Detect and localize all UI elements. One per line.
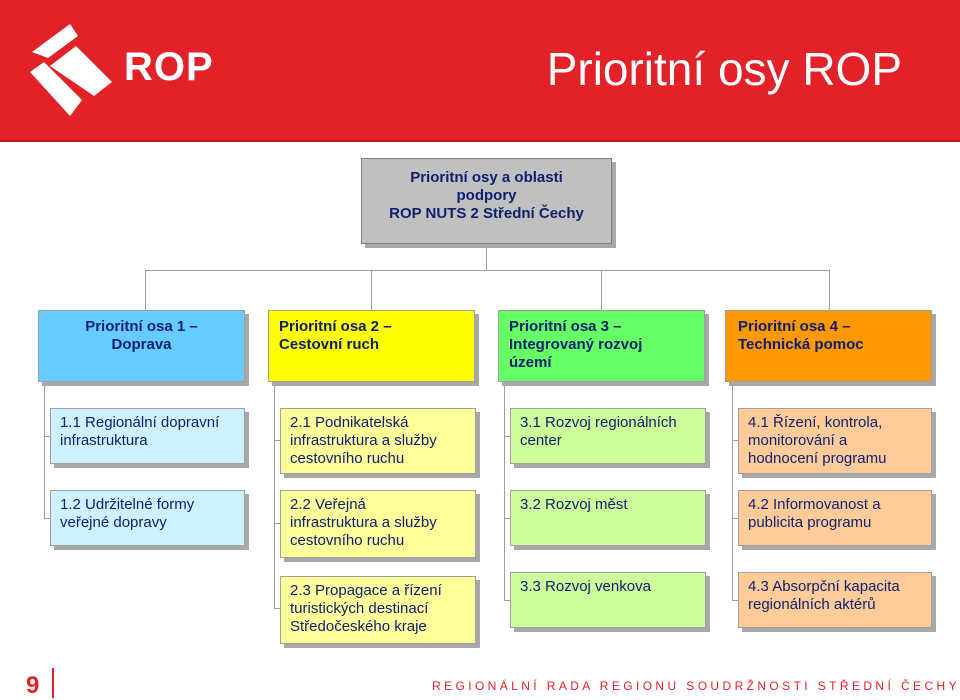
area-line: 2.3 Propagace a řízení	[290, 582, 442, 599]
area-line: 4.2 Informovanost a	[748, 496, 881, 513]
connector-axis-4	[829, 270, 830, 310]
root-line: ROP NUTS 2 Střední Čechy	[389, 205, 584, 222]
axis-4-node	[725, 310, 932, 382]
axis-line: Prioritní osa 2 –	[279, 318, 392, 335]
area-4-3	[738, 572, 932, 628]
area-line: turistických destinací	[290, 600, 429, 617]
area-line: infrastruktura a služby	[290, 432, 437, 449]
axis-line: Integrovaný rozvoj	[509, 336, 643, 353]
area-line: publicita programu	[748, 514, 872, 531]
connector-col-4	[732, 382, 733, 600]
area-line: 1.1 Regionální dopravní	[60, 414, 220, 431]
area-3-2	[510, 490, 706, 546]
area-2-2	[280, 490, 476, 558]
axis-line: Prioritní osa 1 –	[85, 318, 198, 335]
page-number: 9	[26, 672, 40, 699]
connector-axis-2	[371, 270, 372, 310]
area-1-1	[50, 408, 245, 464]
connector-root	[486, 244, 487, 270]
area-line: 1.2 Udržitelné formy	[60, 496, 195, 513]
connector-axis-1	[145, 270, 146, 310]
footer-divider	[52, 668, 54, 698]
area-line: Středočeského kraje	[290, 618, 427, 635]
root-node	[361, 158, 612, 244]
area-line: infrastruktura	[60, 432, 148, 449]
axis-line: území	[509, 354, 552, 371]
area-line: hodnocení programu	[748, 450, 887, 467]
area-3-1	[510, 408, 706, 464]
root-line: Prioritní osy a oblasti	[410, 169, 563, 186]
connector-col-2	[274, 382, 275, 608]
connector-axes	[145, 270, 829, 271]
area-line: 2.2 Veřejná	[290, 496, 366, 513]
axis-line: Prioritní osa 3 –	[509, 318, 622, 335]
axis-3-node	[498, 310, 705, 382]
area-line: 3.1 Rozvoj regionálních	[520, 414, 677, 431]
area-line: center	[520, 432, 562, 449]
area-line: 4.3 Absorpční kapacita	[748, 578, 900, 595]
area-line: 3.3 Rozvoj venkova	[520, 578, 651, 595]
area-line: 3.2 Rozvoj měst	[520, 496, 628, 513]
area-4-2	[738, 490, 932, 546]
axis-line: Prioritní osa 4 –	[738, 318, 851, 335]
header-banner	[0, 0, 960, 142]
area-3-3	[510, 572, 706, 628]
area-1-2	[50, 490, 245, 546]
connector-axis-3	[601, 270, 602, 310]
area-line: 4.1 Řízení, kontrola,	[748, 414, 883, 431]
area-line: 2.1 Podnikatelská	[290, 414, 409, 431]
area-2-1	[280, 408, 476, 474]
rop-logo-icon	[24, 22, 114, 118]
connector-col-3	[504, 382, 505, 600]
area-line: infrastruktura a služby	[290, 514, 437, 531]
area-line: cestovního ruchu	[290, 532, 405, 549]
page-title: Prioritní osy ROP	[546, 43, 902, 95]
area-line: regionálních aktérů	[748, 596, 876, 613]
area-line: cestovního ruchu	[290, 450, 405, 467]
area-line: veřejné dopravy	[60, 514, 167, 531]
area-4-1	[738, 408, 932, 474]
axis-line: Cestovní ruch	[279, 336, 380, 353]
root-line: podpory	[456, 187, 517, 204]
area-line: monitorování a	[748, 432, 848, 449]
area-2-3	[280, 576, 476, 644]
footer-text: REGIONÁLNÍ RADA REGIONU SOUDRŽNOSTI STŘEDNÍ ČECHY	[432, 679, 960, 693]
axis-2-node	[268, 310, 475, 382]
axis-1-node	[38, 310, 245, 382]
connector-col-1	[44, 382, 45, 518]
axis-line: Doprava	[111, 336, 172, 353]
axis-line: Technická pomoc	[738, 336, 864, 353]
logo-text: ROP	[124, 45, 214, 89]
